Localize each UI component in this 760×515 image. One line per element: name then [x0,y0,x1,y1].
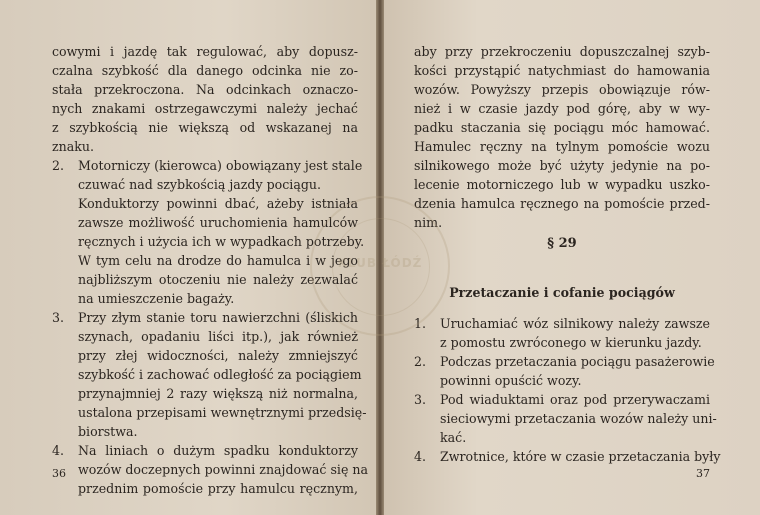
item-number: 2. [414,354,427,369]
text-line: z szybkością nie większą od wskazanej na [52,120,358,135]
text-line: przynajmniej 2 razy większą niż normalna, [78,386,358,401]
text-line: przy złej widoczności, należy zmniejszyć [78,348,358,363]
text-line: Hamulec ręczny na tylnym pomoście wozu [414,139,710,154]
text-line: wozów. Powyższy przepis obowiązuje rów- [414,82,710,97]
text-line: padku staczania się pociągu móc hamować. [414,120,710,135]
text-line: szynach, opadaniu liści itp.), jak również [78,329,358,344]
text-line: czalna szybkość dla danego odcinka nie zo- [52,63,358,78]
section-title: Przetaczanie i cofanie pociągów [449,285,675,300]
text-line: Konduktorzy powinni dbać, ażeby istniała [78,196,358,211]
text-line: przednim pomoście przy hamulcu ręcznym, [78,481,358,496]
text-line: stała przekroczona. Na odcinkach oznaczo- [52,82,358,97]
text-line: szybkość i zachować odległość za pociągiem [78,367,362,382]
text-line: cowymi i jazdę tak regulować, aby dopusz- [52,44,358,59]
text-line: nież i w czasie jazdy pod górę, aby w wy- [414,101,710,116]
text-line: aby przy przekroczeniu dopuszczalnej szyb- [414,44,710,59]
text-line: Podczas przetaczania pociągu pasażerowie [440,354,715,369]
text-line: Motorniczy (kierowca) obowiązany jest stale [78,158,363,173]
right-page-text [414,42,710,232]
item-number: 4. [414,449,427,464]
text-line: silnikowego może być użyty jedynie na po- [414,158,710,173]
text-line: Na liniach o dużym spadku konduktorzy [78,443,358,458]
item-number: 3. [414,392,427,407]
page-number: 36 [52,467,66,480]
text-line: Pod wiaduktami oraz pod przerywaczami [440,392,710,407]
right-page-list [414,314,721,466]
text-line: kać. [440,430,467,445]
text-line: Uruchamiać wóz silnikowy należy zawsze [440,316,710,331]
text-line: ręcznych i użycia ich w wypadkach potrzeby. [78,234,365,249]
text-line: Zwrotnice, które w czasie przetaczania były [440,449,721,464]
text-line: powinni opuścić wozy. [440,373,582,388]
text-line: wozów doczepnych powinni znajdować się na [78,462,369,477]
watermark-text: KLUB ŁÓDŹ [337,256,423,270]
list-item [52,441,369,498]
text-line: ustalona przepisami wewnętrznymi przedsię- [78,405,367,420]
text-line: kości przystąpić natychmiast do hamowania [414,63,710,78]
watermark-stamp [310,196,450,336]
text-line: zawsze możliwość uruchomienia hamulców [78,215,358,230]
section-number: § 29 [547,236,577,251]
list-item [414,447,721,466]
item-number: 4. [52,443,65,458]
page-number: 37 [696,467,710,480]
text-line: lecenie motorniczego lub w wypadku uszko- [414,177,710,192]
text-line: czuwać nad szybkością jazdy pociągu. [78,177,322,192]
item-number: 1. [414,316,427,331]
item-number: 3. [52,310,65,325]
text-line: biorstwa. [78,424,138,439]
text-line: z pomostu zwróconego w kierunku jazdy. [440,335,702,350]
list-item [414,390,717,447]
text-line: na umieszczenie bagaży. [78,291,235,306]
item-number: 2. [52,158,65,173]
text-line: sieciowymi przetaczania wozów należy uni- [440,411,717,426]
list-item [52,308,367,441]
text-line: znaku. [52,139,94,154]
list-item [414,314,710,352]
text-line: W tym celu na drodze do hamulca i w jego [78,253,358,268]
list-item [414,352,715,390]
text-line: najbliższym otoczeniu nie należy zezwalać [78,272,358,287]
text-line: nim. [414,215,443,230]
text-line: Przy złym stanie toru nawierzchni (śliskich [78,310,358,325]
text-line: nych znakami ostrzegawczymi należy jechać [52,101,358,116]
text-line: dzenia hamulca ręcznego na pomoście przed- [414,196,710,211]
